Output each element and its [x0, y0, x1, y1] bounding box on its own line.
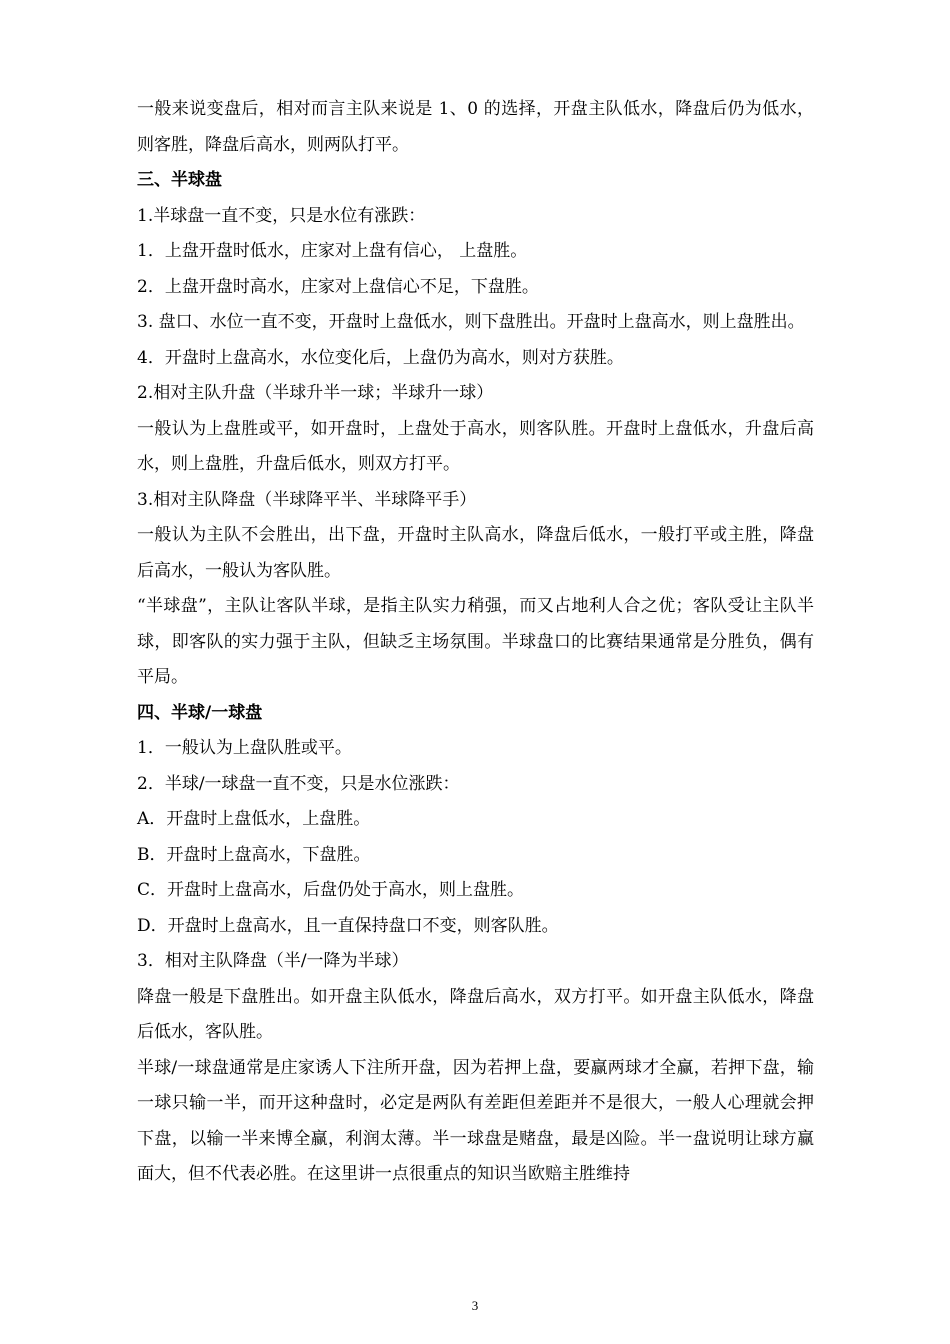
- paragraph: 3.相对主队降盘（半球降平半、半球降平手）: [137, 489, 477, 510]
- paragraph: “半球盘”，主队让客队半球，是指主队实力稍强，而又占地利人合之优；客队受让主队半球，即客队的实力强于主队，但缺乏主场氛围。半球盘口的比赛结果通常是分胜负，偶有平局。: [137, 596, 814, 687]
- paragraph: 一般来说变盘后，相对而言主队来说是 1、0 的选择，开盘主队低水，降盘后仍为低水，则客胜，降盘后高水，则两队打平。: [137, 99, 814, 155]
- paragraph: 一般认为上盘胜或平，如开盘时，上盘处于高水，则客队胜。开盘时上盘低水，升盘后高水，则上盘胜，升盘后低水，则双方打平。: [137, 418, 814, 474]
- list-item: A．开盘时上盘低水，上盘胜。: [137, 809, 371, 829]
- page-number: 3: [471, 1298, 479, 1313]
- list-item: 1．一般认为上盘队胜或平。: [137, 738, 352, 758]
- paragraph: 降盘一般是下盘胜出。如开盘主队低水，降盘后高水，双方打平。如开盘主队低水，降盘后低水，客队胜。: [137, 986, 814, 1042]
- list-item: 3．相对主队降盘（半/一降为半球）: [137, 951, 409, 971]
- list-item: 4．开盘时上盘高水，水位变化后，上盘仍为高水，则对方获胜。: [137, 347, 624, 368]
- list-item: 2．半球/一球盘一直不变，只是水位涨跌：: [137, 773, 460, 794]
- list-item: 3. 盘口、水位一直不变，开盘时上盘低水，则下盘胜出。开盘时上盘高水，则上盘胜出。: [137, 312, 805, 332]
- list-item: C．开盘时上盘高水，后盘仍处于高水，则上盘胜。: [137, 880, 525, 900]
- document-body: [137, 92, 814, 1193]
- list-item: D．开盘时上盘高水，且一直保持盘口不变，则客队胜。: [137, 915, 559, 936]
- paragraph: 1.半球盘一直不变，只是水位有涨跌：: [137, 205, 426, 226]
- paragraph: 半球/一球盘通常是庄家诱人下注所开盘，因为若押上盘，要赢两球才全赢，若押下盘，输一球只输一半，而开这种盘时，必定是两队有差距但差距并不是很大，一般人心理就会押下盘，以输一半来博全赢，利润太薄。半一球盘是赌盘，最是凶险。半一盘说明让球方赢面大，但不代表必胜。在这里讲一点很重点的知识当欧赔主胜维持: [137, 1057, 814, 1184]
- section-heading: 四、半球/一球盘: [137, 702, 263, 723]
- section-heading: 三、半球盘: [137, 170, 222, 190]
- list-item: 2．上盘开盘时高水，庄家对上盘信心不足，下盘胜。: [137, 276, 539, 297]
- paragraph: 2.相对主队升盘（半球升半一球；半球升一球）: [137, 383, 494, 403]
- paragraph: 一般认为主队不会胜出，出下盘，开盘时主队高水，降盘后低水，一般打平或主胜，降盘后高水，一般认为客队胜。: [137, 525, 814, 581]
- list-item: B．开盘时上盘高水，下盘胜。: [137, 844, 371, 865]
- list-item: 1．上盘开盘时低水，庄家对上盘有信心， 上盘胜。: [137, 241, 528, 261]
